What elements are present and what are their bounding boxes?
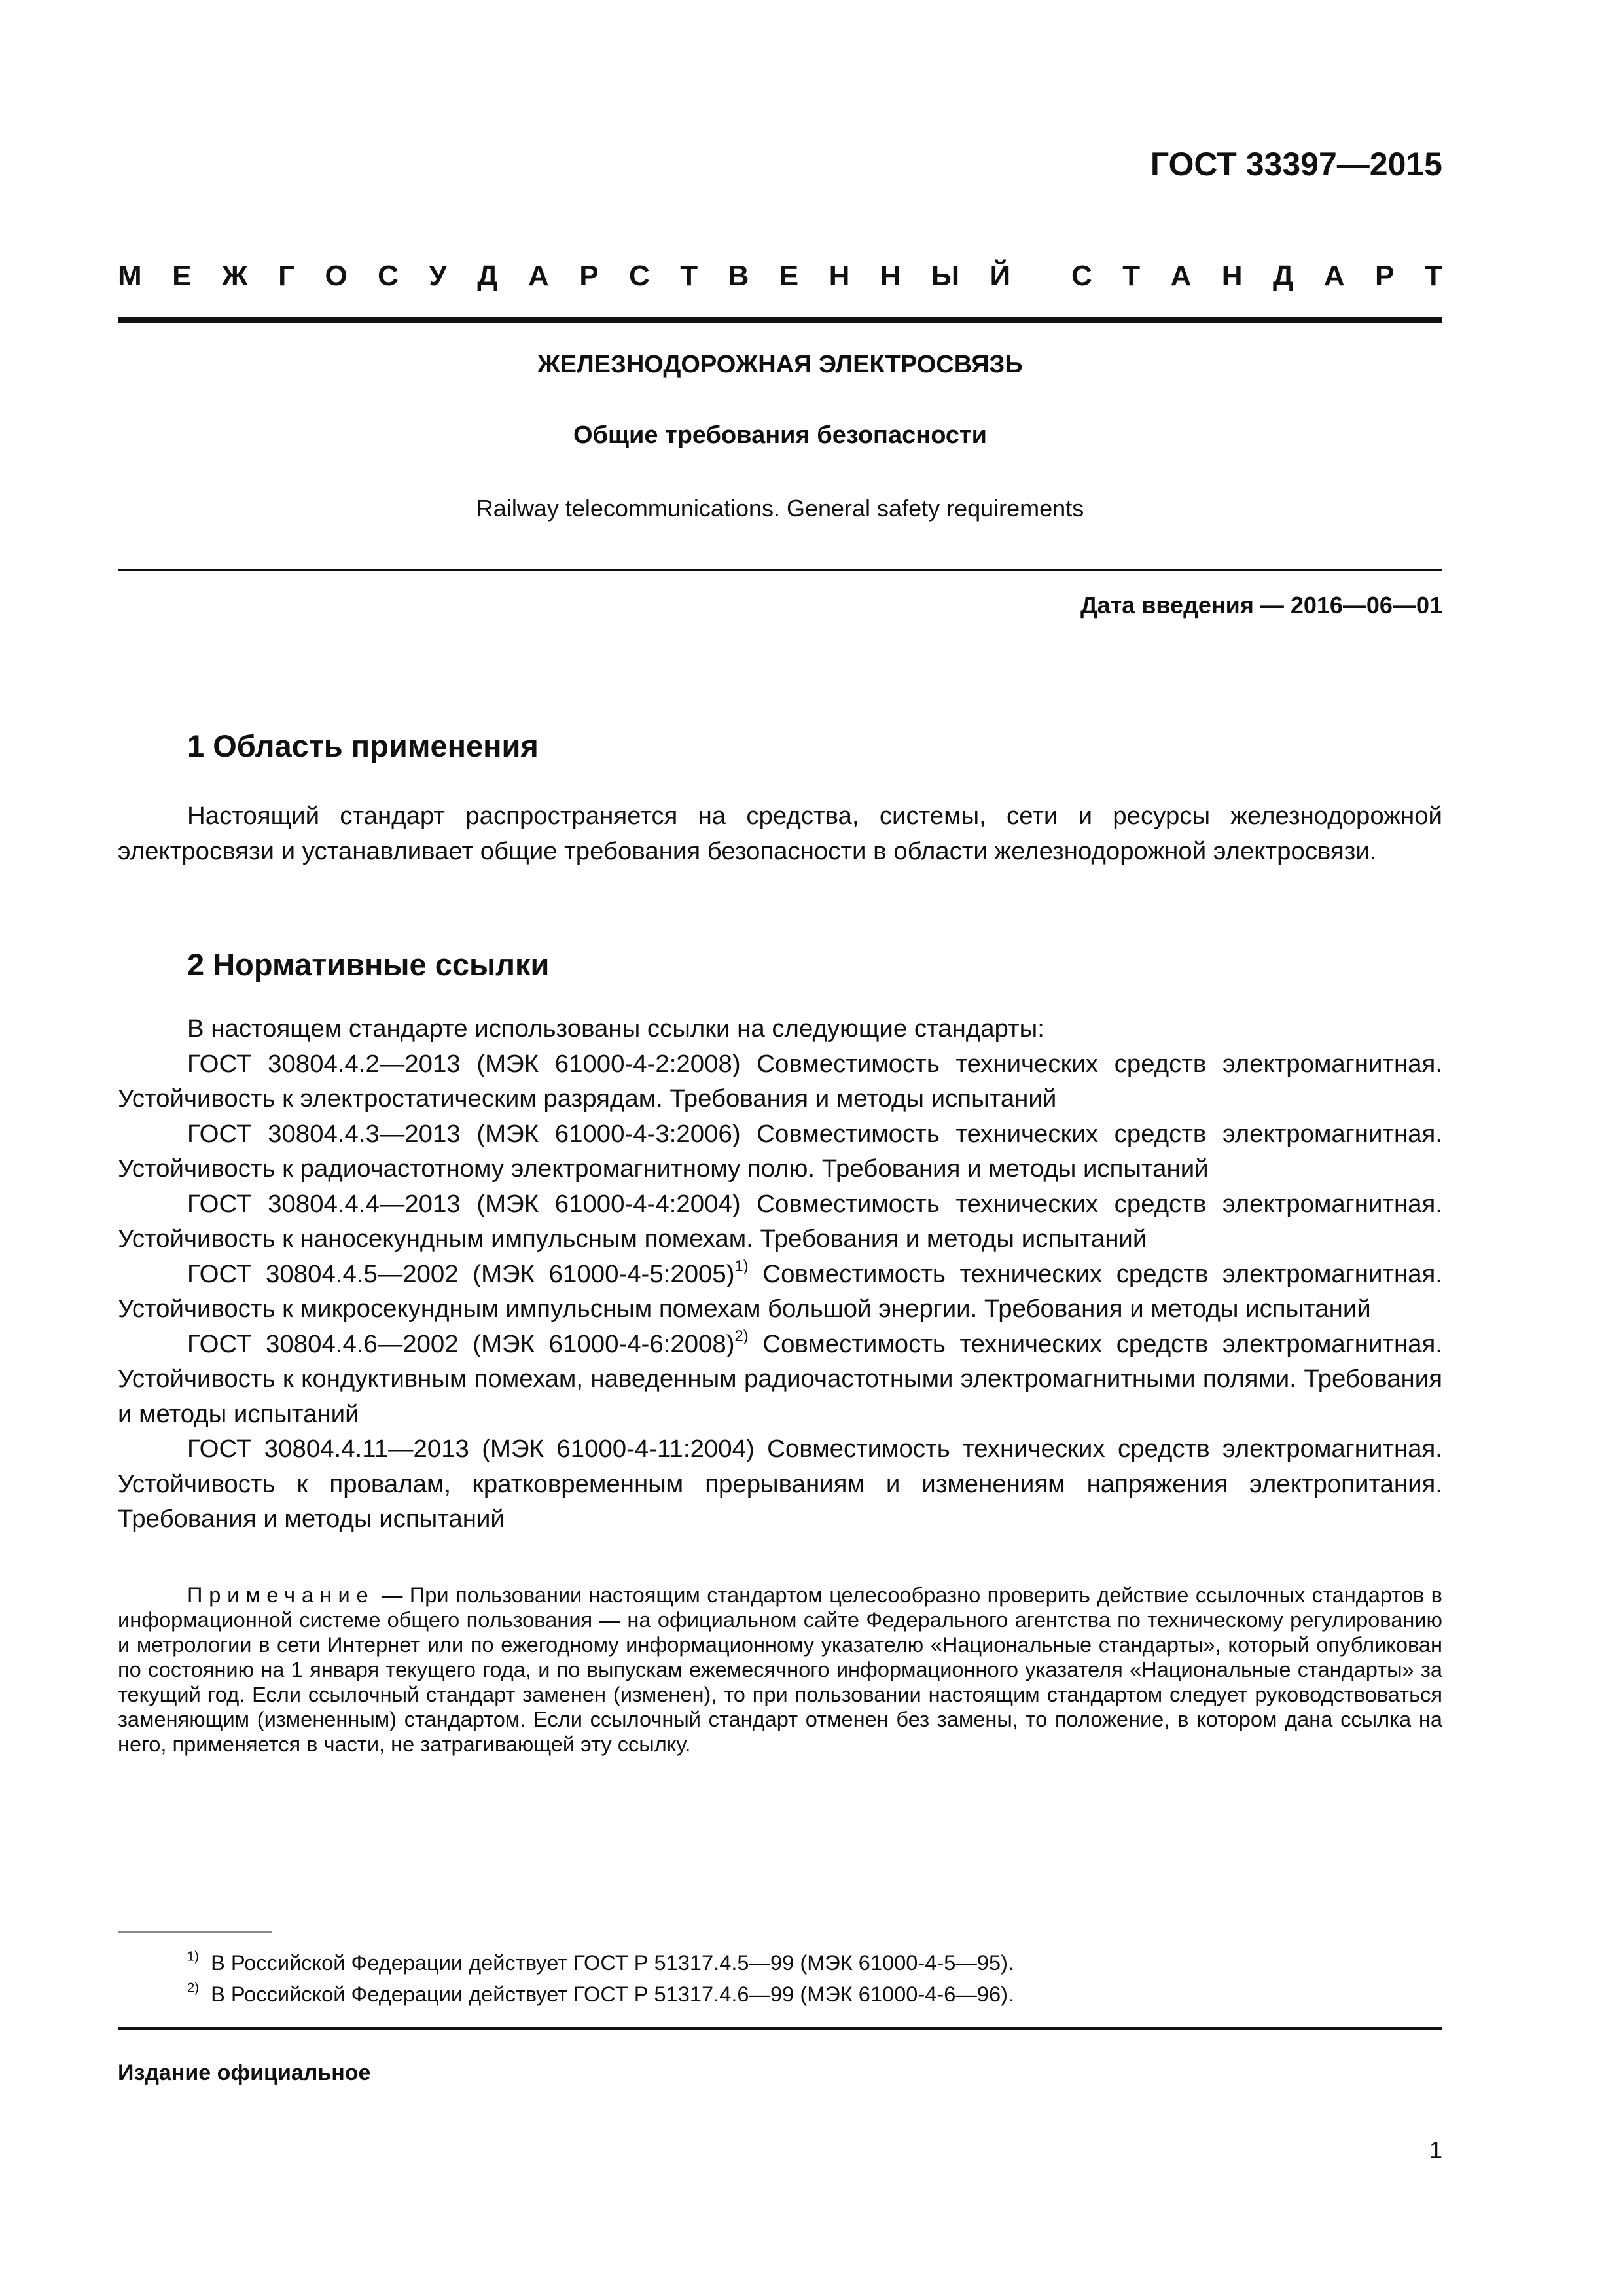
reference-code: ГОСТ 30804.4.5—2002 (МЭК 61000-4-5:2005)	[187, 1259, 735, 1288]
standard-kind-letter: О	[325, 260, 348, 292]
standard-kind-letter: Н	[1221, 260, 1243, 292]
standard-kind-letter: Р	[579, 260, 599, 292]
standard-kind-letter: Т	[680, 260, 698, 292]
standard-kind-letter: Н	[880, 260, 901, 292]
footnote-mark: 1)	[187, 1949, 199, 1964]
standard-kind-letter: Е	[172, 260, 192, 292]
footnote	[187, 1950, 1014, 1975]
standard-kind-letter: А	[1170, 260, 1192, 292]
standard-number: ГОСТ 33397—2015	[1150, 146, 1442, 183]
normative-references-list	[118, 1011, 1442, 1537]
section-scope-body	[118, 798, 1442, 869]
reference-code: ГОСТ 30804.4.3—2013 (МЭК 61000-4-3:2006)	[187, 1119, 741, 1148]
paragraph: Настоящий стандарт распространяется на средства, системы, сети и ресурсы железнодорожной электросвязи и устанавливает общие требования безопасности в области железнодорожной электросвязи.	[118, 802, 1442, 865]
title-sub: Общие требования безопасности	[573, 422, 988, 449]
footnote	[187, 1982, 1014, 2007]
footnote-ref: 2)	[734, 1327, 749, 1345]
footnote-ref: 1)	[734, 1257, 749, 1275]
standard-kind-letter: У	[429, 260, 447, 292]
reference-code: ГОСТ 30804.4.2—2013 (МЭК 61000-4-2:2008)	[187, 1049, 741, 1078]
title-main: ЖЕЛЕЗНОДОРОЖНАЯ ЭЛЕКТРОСВЯЗЬ	[537, 351, 1023, 378]
reference-title: Совместимость технических средств электромагнитная. Устойчивость к электростатическим разрядам. Требования и методы испытаний	[118, 1049, 1442, 1113]
note-text: — При пользовании настоящим стандартом целесообразно проверить действие ссылочных стандартов в информационной системе общего пользования — на официальном сайте Федерального агентства по техническому регулированию и метрологии в сети Интернет или по ежегодному информационному указателю «Национальные стандарты», который опубликован по состоянию на 1 января текущего года, и по выпускам ежемесячного информационного указателя «Национальные стандарты» за текущий год. Если ссылочный стандарт заменен (изменен), то при пользовании настоящим стандартом следует руководствоваться заменяющим (измененным) стандартом. Если ссылочный стандарт отменен без замены, то положение, в котором дана ссылка на него, применяется в части, не затрагивающей эту ссылку.	[118, 1583, 1442, 1756]
standard-kind-letter: Р	[1375, 260, 1395, 292]
edition-rule	[118, 2027, 1442, 2030]
header-rule	[118, 317, 1442, 323]
reference-title: Совместимость технических средств электромагнитная. Устойчивость к наносекундным импульсным помехам. Требования и методы испытаний	[118, 1189, 1442, 1253]
note	[118, 1583, 1442, 1757]
standard-kind-letter: Т	[1122, 260, 1141, 292]
standard-kind-letter: С	[1071, 260, 1092, 292]
edition-label: Издание официальное	[118, 2060, 371, 2085]
standard-kind-letter: Д	[1273, 260, 1294, 292]
title-english: Railway telecommunications. General safety requirements	[476, 495, 1084, 522]
page-number: 1	[1429, 2136, 1442, 2163]
introduction-date: Дата введения — 2016—06—01	[1080, 592, 1442, 619]
standard-kind-letter: А	[528, 260, 549, 292]
reference-code: ГОСТ 30804.4.4—2013 (МЭК 61000-4-4:2004)	[187, 1189, 741, 1218]
section-heading-scope: 1 Область применения	[187, 728, 539, 763]
footnote-mark: 2)	[187, 1981, 199, 1996]
standard-kind-letter: Ы	[931, 260, 960, 292]
section-heading-normative-references: 2 Нормативные ссылки	[187, 947, 550, 982]
reference-title: Совместимость технических средств электромагнитная. Устойчивость к радиочастотному электромагнитному полю. Требования и методы испытаний	[118, 1119, 1442, 1183]
reference-item	[118, 1187, 1442, 1257]
standard-kind-letter: Й	[990, 260, 1011, 292]
standard-kind-letter: Н	[829, 260, 850, 292]
reference-title: Совместимость технических средств электромагнитная. Устойчивость к кондуктивным помехам, наведенным радиочастотными электромагнитными полями. Требования и методы испытаний	[118, 1329, 1442, 1428]
footnote-text: В Российской Федерации действует ГОСТ Р 51317.4.5—99 (МЭК 61000-4-5—95).	[211, 1950, 1014, 1975]
footnote-separator	[118, 1931, 272, 1933]
reference-item	[118, 1047, 1442, 1117]
reference-title: Совместимость технических средств электромагнитная. Устойчивость к провалам, кратковременным прерываниям и изменениям напряжения электропитания. Требования и методы испытаний	[118, 1435, 1442, 1533]
standard-kind-letter: В	[728, 260, 749, 292]
standard-kind-letter: Г	[278, 260, 295, 292]
note-label: Примечание	[187, 1583, 375, 1607]
reference-code: ГОСТ 30804.4.6—2002 (МЭК 61000-4-6:2008)	[187, 1329, 735, 1358]
standard-kind-letter: С	[378, 260, 399, 292]
standard-kind-letter: С	[629, 260, 650, 292]
reference-item	[118, 1327, 1442, 1432]
standard-kind-letter: Т	[1424, 260, 1442, 292]
title-rule	[118, 569, 1442, 571]
reference-item	[118, 1431, 1442, 1537]
standard-kind-letter: Е	[779, 260, 799, 292]
standard-kind-letter: М	[118, 260, 142, 292]
reference-title: Совместимость технических средств электромагнитная. Устойчивость к микросекундным импульсным помехам большой энергии. Требования и методы испытаний	[118, 1259, 1442, 1323]
standard-kind-letter: Ж	[221, 260, 248, 292]
reference-item	[118, 1257, 1442, 1327]
standard-kind-letter: А	[1323, 260, 1345, 292]
reference-item	[118, 1117, 1442, 1187]
reference-code: ГОСТ 30804.4.11—2013 (МЭК 61000-4-11:2004)	[187, 1435, 755, 1463]
footnote-text: В Российской Федерации действует ГОСТ Р 51317.4.6—99 (МЭК 61000-4-6—96).	[211, 1982, 1014, 2006]
standard-kind-letter: Д	[477, 260, 498, 292]
standard-kind-heading	[118, 258, 1442, 295]
paragraph: В настоящем стандарте использованы ссылки на следующие стандарты:	[187, 1014, 1044, 1043]
